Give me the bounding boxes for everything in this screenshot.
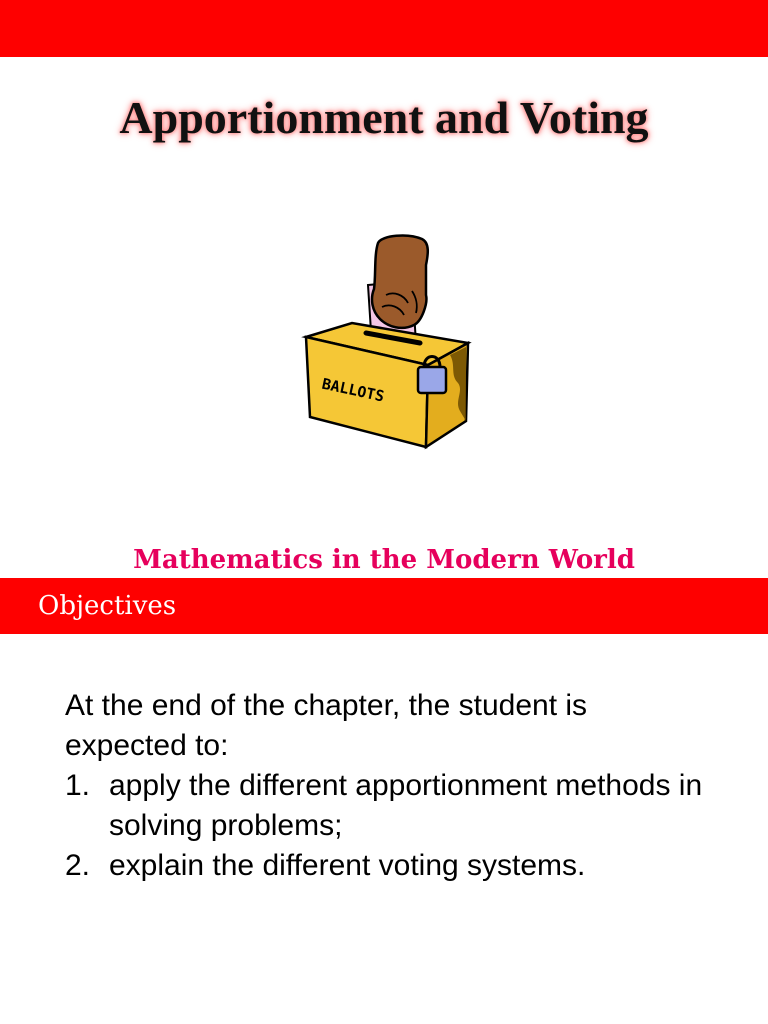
top-banner bbox=[0, 0, 768, 57]
objective-text: apply the different apportionment methods in solving problems; bbox=[109, 769, 703, 842]
section-title: Objectives bbox=[38, 591, 177, 621]
objective-number: 1. bbox=[65, 769, 91, 802]
slide-subtitle: Mathematics in the Modern World bbox=[133, 545, 635, 575]
objective-item bbox=[65, 766, 705, 846]
ballots-label: BALLOTS bbox=[320, 374, 386, 406]
ballot-box-icon bbox=[290, 225, 490, 465]
objectives-intro: At the end of the chapter, the student is expected to: bbox=[65, 689, 588, 762]
section-header bbox=[0, 578, 768, 634]
objectives-list bbox=[65, 766, 705, 886]
objectives-content bbox=[65, 686, 705, 886]
objective-number: 2. bbox=[65, 849, 91, 882]
objective-item bbox=[65, 846, 705, 886]
objective-text: explain the different voting systems. bbox=[109, 849, 586, 882]
slide-title: Apportionment and Voting bbox=[119, 92, 649, 143]
